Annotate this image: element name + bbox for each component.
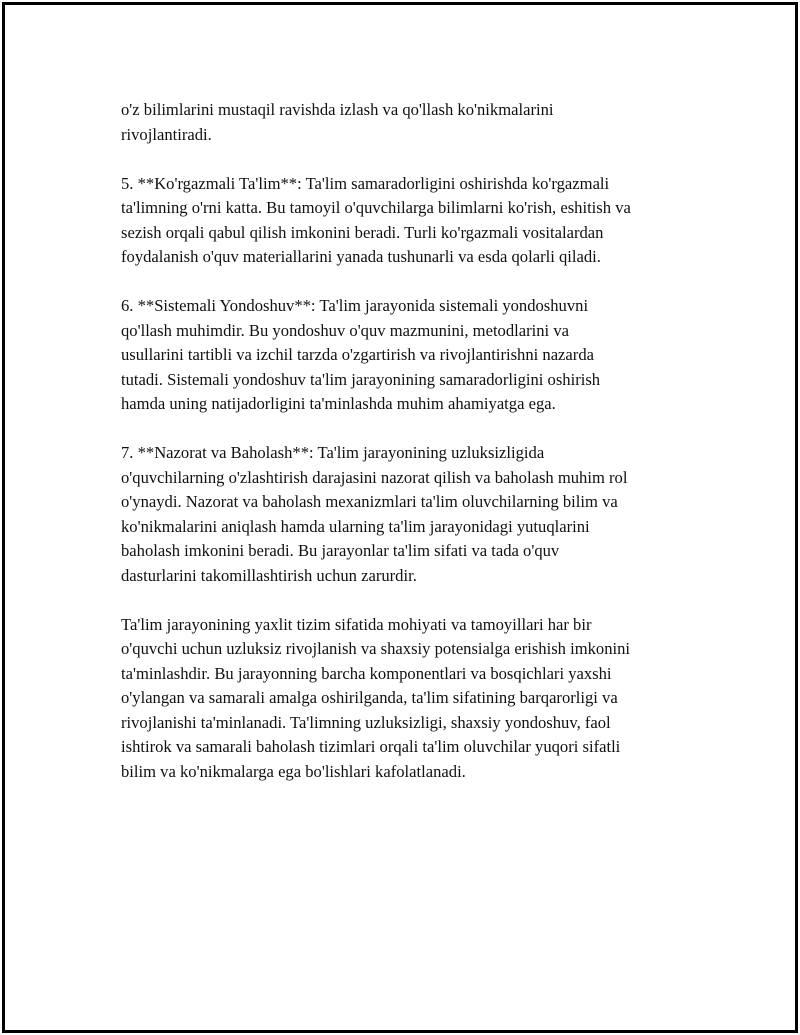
document-body [121, 98, 701, 784]
paragraph-item-5: 5. **Ko'rgazmali Ta'lim**: Ta'lim samaradorligini oshirishda ko'rgazmali ta'limning o'rni katta. Bu tamoyil o'quvchilarga bilimlarni ko'rish, eshitish va sezish orqali qabul qilish imkonini beradi. Turli ko'rgazmali vositalardan foydalanish o'quv materiallarini yanada tushunarli va esda qolarli qiladi. [121, 173, 631, 266]
paragraph-item-6: 6. **Sistemali Yondoshuv**: Ta'lim jarayonida sistemali yondoshuvni qo'llash muhimdir. Bu yondoshuv o'quv mazmunini, metodlarini va usullarini tartibli va izchil tarzda o'zgartirish va rivojlantirishni nazarda tutadi. Sistemali yondoshuv ta'lim jarayonining samaradorligini oshirish hamda uning natijadorligini ta'minlashda muhim ahamiyatga ega. [121, 296, 601, 413]
paragraph-item-7: 7. **Nazorat va Baholash**: Ta'lim jarayonining uzluksizligida o'quvchilarning o'zlashtirish darajasini nazorat qilish va baholash muhim rol o'ynaydi. Nazorat va baholash mexanizmlari ta'lim oluvchilarning bilim va ko'nikmalarini aniqlash hamda ularning ta'lim jarayonidagi yutuqlarini baholash imkonini beradi. Bu jarayonlar ta'lim sifati va tada o'quv dasturlarini takomillashtirish uchun zarurdir. [121, 443, 628, 585]
page-border [2, 2, 798, 1033]
paragraph-continuation: o'z bilimlarini mustaqil ravishda izlash va qo'llash ko'nikmalarini rivojlantiradi. [121, 100, 554, 144]
paragraph-conclusion: Ta'lim jarayonining yaxlit tizim sifatida mohiyati va tamoyillari har bir o'quvchi uchun uzluksiz rivojlanish va shaxsiy potensialga erishish imkonini ta'minlashdir. Bu jarayonning barcha komponentlari va bosqichlari yaxshi o'ylangan va samarali amalga oshirilganda, ta'lim sifatining barqarorligi va rivojlanishi ta'minlanadi. Ta'limning uzluksizligi, shaxsiy yondoshuv, faol ishtirok va samarali baholash tizimlari orqali ta'lim oluvchilar yuqori sifatli bilim va ko'nikmalarga ega bo'lishlari kafolatlanadi. [121, 614, 631, 781]
